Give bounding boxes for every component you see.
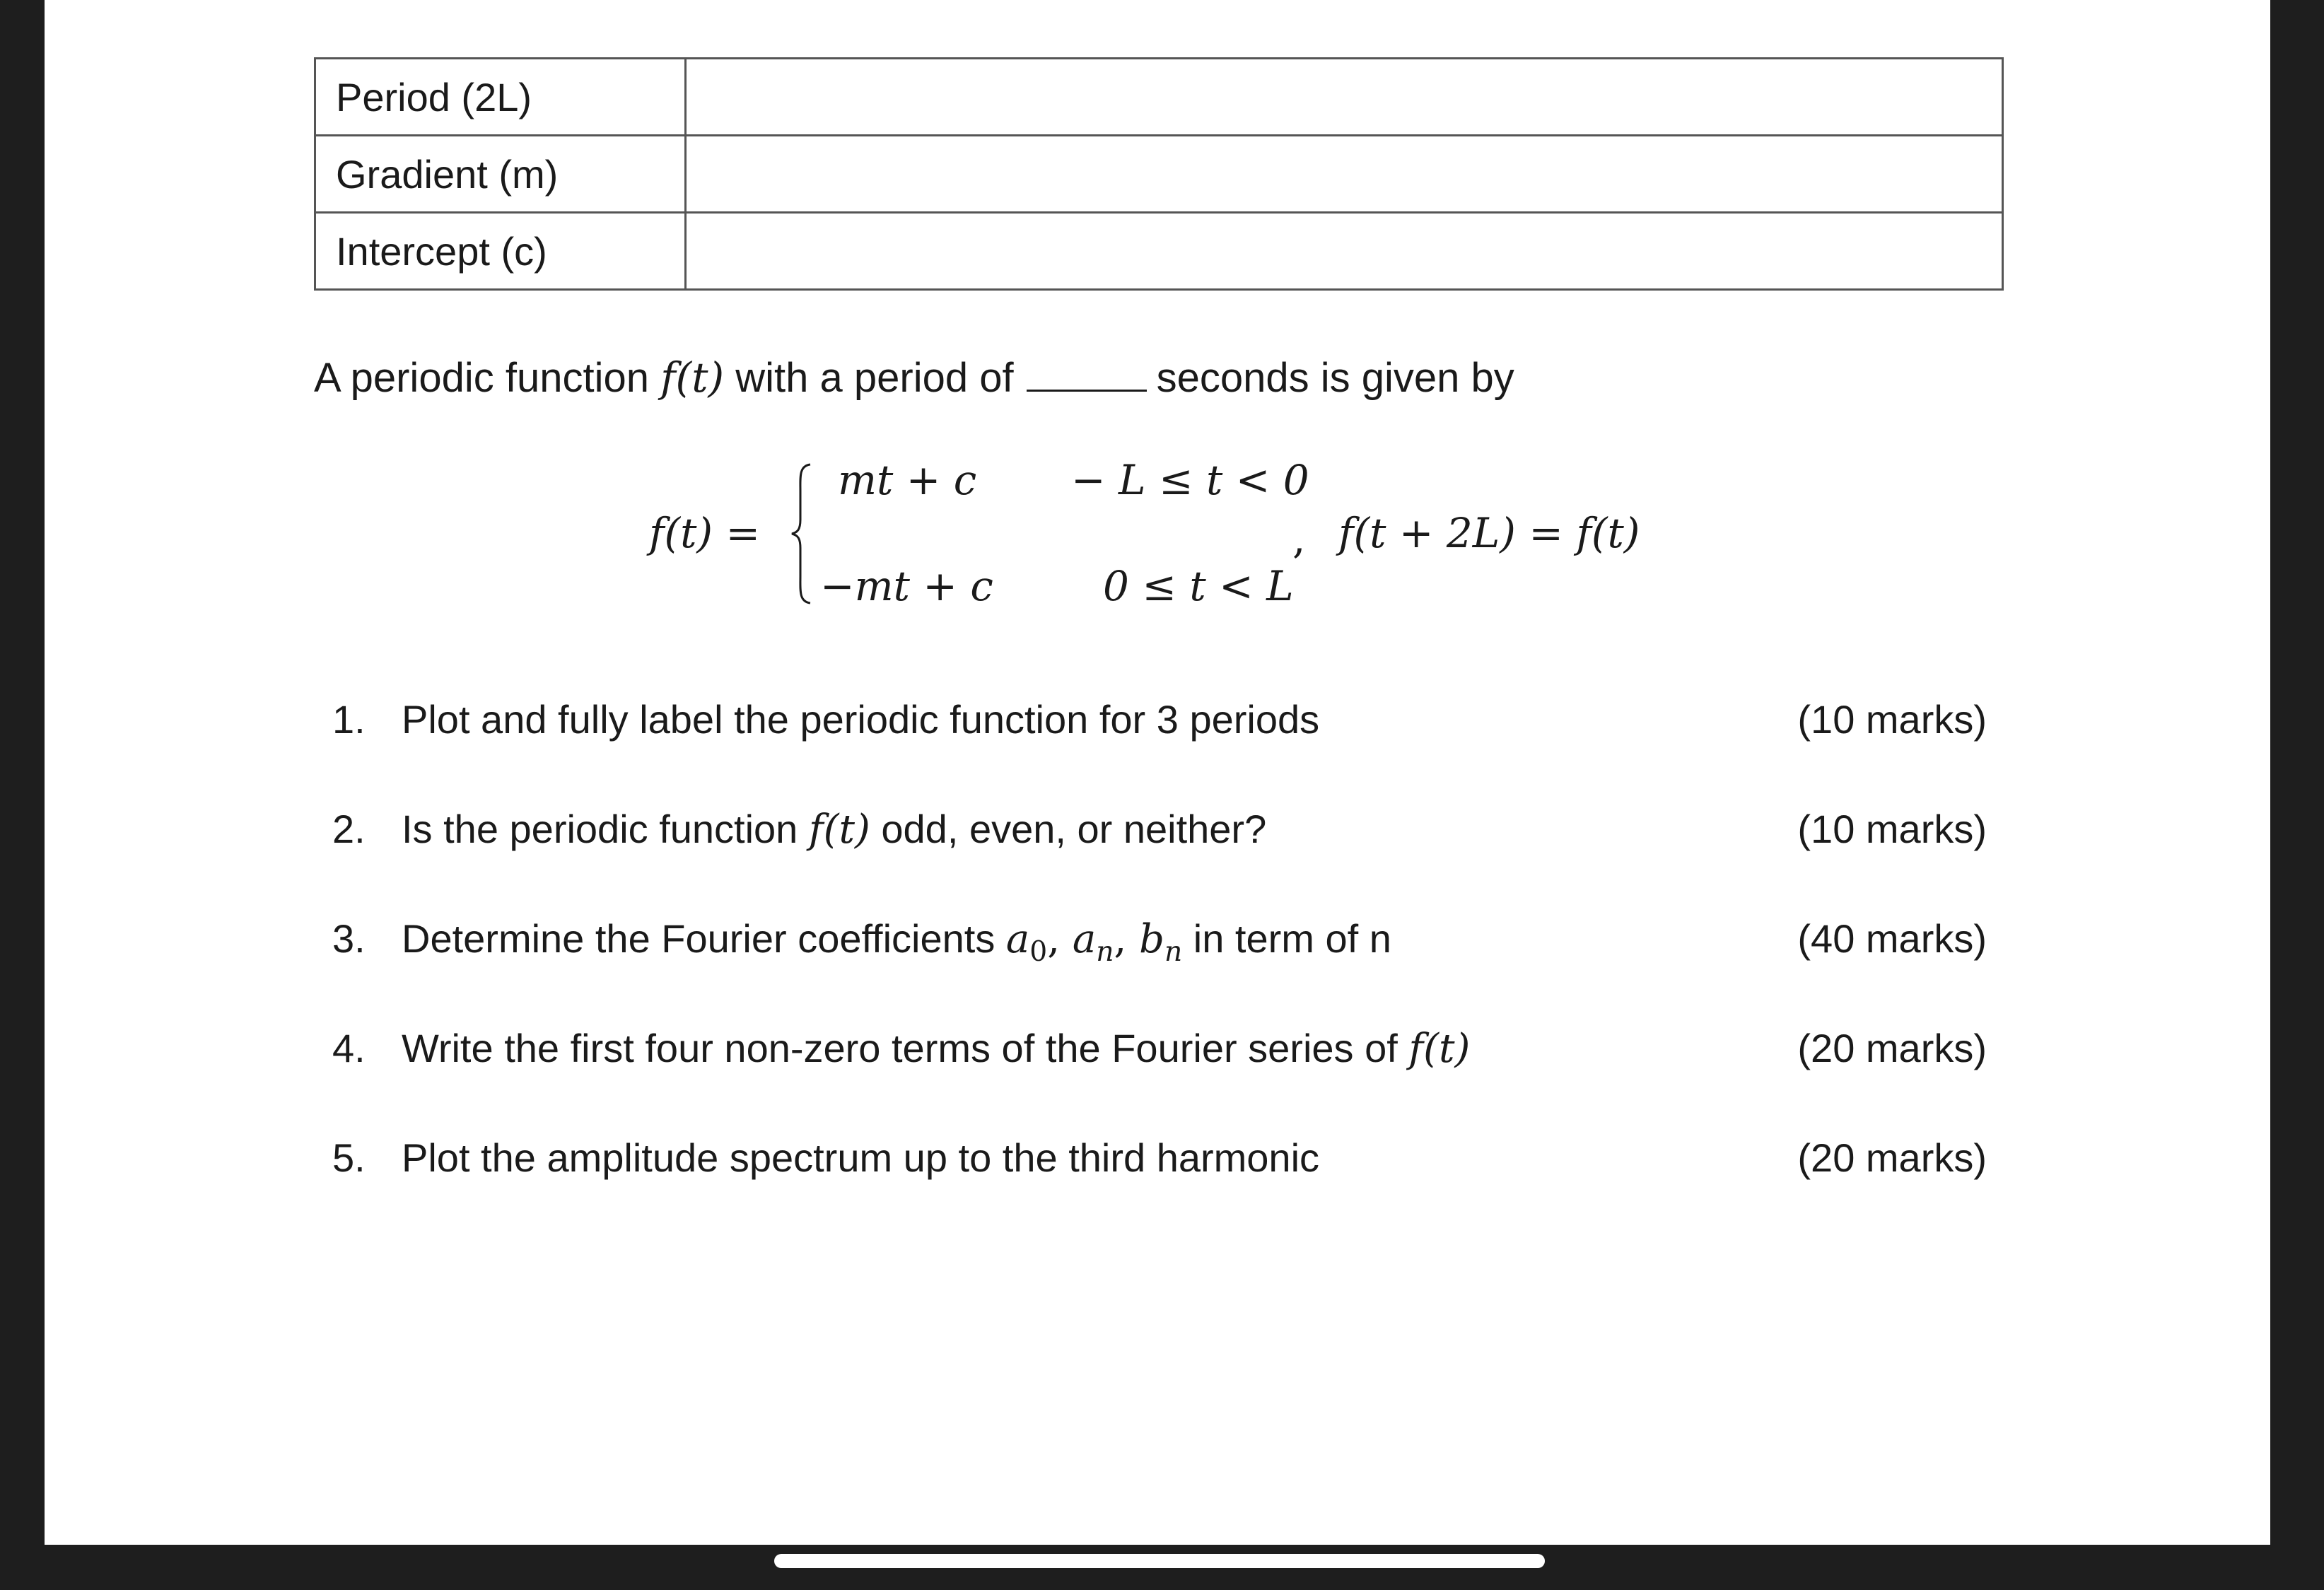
question-number: 4. [332,1026,366,1070]
question-marks: (10 marks) [1797,697,1987,742]
case1-expression: mt + c [838,456,977,504]
case2-condition: 0 ≤ t < L [1103,562,1294,610]
question-text: Plot the amplitude spectrum up to the third harmonic [402,1135,1320,1180]
question-text-after: odd, even, or neither? [870,807,1267,851]
subscript: n [1096,935,1114,968]
table-row [315,136,2003,213]
coefficient-bn [1139,916,1183,968]
brace-icon [790,463,812,604]
gradient-label: Gradient (m) [315,136,686,213]
question-text-before: Is the periodic function [402,807,809,851]
gradient-value[interactable] [686,136,2003,213]
intro-before: A periodic function [314,355,661,401]
question-math: f(t) [1408,1026,1471,1072]
subscript: 0 [1029,935,1048,968]
case2-expression: −mt + c [820,562,993,610]
question-text [402,806,1266,853]
coefficient-an [1072,916,1114,968]
table-row [315,59,2003,136]
symbol-a: a [1072,916,1097,962]
question-2 [332,806,1987,863]
question-number: 2. [332,807,366,851]
formula-lhs: f(t) = [649,509,761,557]
formula-comma: , [1292,515,1306,563]
home-indicator[interactable] [774,1554,1545,1568]
parameter-table [314,57,2004,291]
question-3 [332,916,1987,972]
intercept-label: Intercept (c) [315,213,686,290]
question-text-before: Determine the Fourier coefficients [402,916,1006,961]
period-label: Period (2L) [315,59,686,136]
table-row [315,213,2003,290]
question-text: Determine the Fourier coefficients $a_0$, $a_n$, $b_n$ in term of n [402,916,1391,968]
period-value[interactable] [686,59,2003,136]
question-1 [332,696,1987,753]
intercept-value[interactable] [686,213,2003,290]
question-number: 3. [332,916,366,961]
periodicity-condition: f(t + 2L) = f(t) [1338,509,1640,557]
subscript: n [1164,935,1183,968]
question-math: f(t) [808,807,870,853]
question-text-before: Write the first four non-zero terms of the Fourier series of [402,1026,1409,1070]
question-5 [332,1135,1987,1191]
intro-after: seconds is given by [1156,355,1514,401]
symbol-a: a [1005,916,1030,962]
coefficient-a0 [1005,916,1048,968]
intro-sentence [314,353,1514,402]
question-marks: (40 marks) [1797,916,1987,961]
symbol-b: b [1139,916,1164,962]
period-blank [1027,354,1147,392]
question-marks: (10 marks) [1797,807,1987,851]
question-text: Plot and fully label the periodic function for 3 periods [402,697,1320,742]
question-text-after: in term of n [1182,916,1391,961]
question-number: 1. [332,697,366,742]
question-marks: (20 marks) [1797,1026,1987,1070]
intro-function: f(t) [660,353,725,402]
case1-condition: − L ≤ t < 0 [1071,456,1309,504]
question-marks: (20 marks) [1797,1135,1987,1180]
question-4 [332,1025,1987,1082]
question-number: 5. [332,1135,366,1180]
intro-middle: with a period of [724,355,1014,401]
question-text [402,1025,1470,1072]
